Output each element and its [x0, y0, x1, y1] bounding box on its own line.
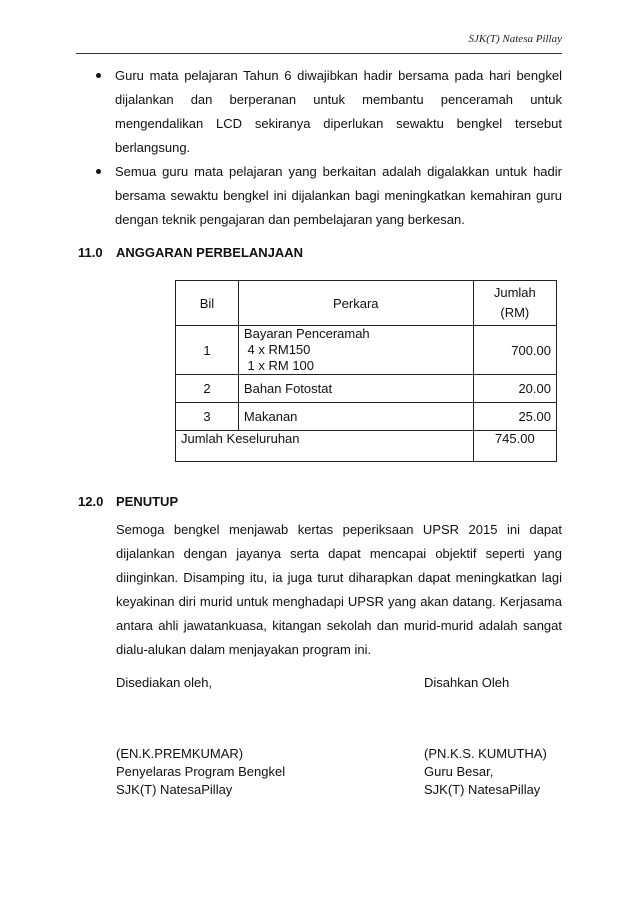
table-total-row: [176, 431, 557, 462]
bullet-text: Guru mata pelajaran Tahun 6 diwajibkan hadir bersama pada hari bengkel dijalankan dan berperanan untuk membantu penceramah untuk mengendalikan LCD sekiranya diperlukan sewaktu bengkel tersebut berlangsung.: [115, 68, 562, 155]
section-11-heading: [78, 245, 303, 260]
section-title: PENUTUP: [116, 494, 179, 509]
cell-bil: 1: [176, 326, 239, 375]
approved-position: Guru Besar,: [424, 764, 494, 779]
header-perkara: Perkara: [238, 281, 473, 326]
prepared-name: (EN.K.PREMKUMAR): [116, 746, 244, 761]
approved-signature-block: [424, 745, 547, 799]
bullet-item: [78, 160, 562, 232]
bullet-text: Semua guru mata pelajaran yang berkaitan adalah digalakkan untuk hadir bersama sewaktu bengkel ini dijalankan bagi meningkatkan kemahiran guru dengan teknik pengajaran dan pembelajaran yang berkesan.: [115, 164, 562, 227]
section-12-heading: [78, 494, 178, 509]
bullet-list: [78, 64, 562, 232]
header-jumlah-line2: (RM): [500, 305, 530, 320]
header-divider: [76, 53, 562, 54]
cell-jumlah: 700.00: [473, 326, 556, 375]
header-title: SJK(T) Natesa Pillay: [468, 33, 562, 45]
section-number: 12.0: [78, 494, 104, 509]
closing-paragraph: Semoga bengkel menjawab kertas peperiksaan UPSR 2015 ini dapat dijalankan dengan jayanya serta dapat mencapai objektif seperti yang diinginkan. Disamping itu, ia juga turut diharapkan dapat meningkatkan lagi keyakinan diri murid untuk menghadapi UPSR yang akan datang. Kerjasama antara ahli jawatankuasa, kitangan sekolah dan murid-murid adalah sangat dialu-alukan dalam menjayakan program ini.: [116, 522, 562, 657]
cell-perkara: Bahan Fotostat: [238, 375, 473, 403]
cell-perkara: Makanan: [238, 403, 473, 431]
prepared-school: SJK(T) NatesaPillay: [116, 782, 233, 797]
prepared-position: Penyelaras Program Bengkel: [116, 764, 286, 779]
header-jumlah: [473, 281, 556, 326]
header-jumlah-line1: Jumlah: [493, 285, 536, 300]
cell-bil: 3: [176, 403, 239, 431]
cell-jumlah: 20.00: [473, 375, 556, 403]
bullet-icon: [96, 73, 101, 78]
budget-table: [175, 280, 557, 462]
bullet-item: [78, 64, 562, 160]
cell-jumlah: 25.00: [473, 403, 556, 431]
total-label: Jumlah Keseluruhan: [176, 431, 474, 462]
approved-name: (PN.K.S. KUMUTHA): [424, 746, 547, 761]
approved-by-label: Disahkan Oleh: [424, 675, 510, 690]
perkara-line: 4 x RM150: [243, 342, 311, 357]
table-header-row: [176, 281, 557, 326]
bullet-icon: [96, 169, 101, 174]
total-value: 745.00: [473, 431, 556, 462]
cell-perkara: [238, 326, 473, 375]
section-title: ANGGARAN PERBELANJAAN: [116, 245, 304, 260]
perkara-line: Bayaran Penceramah: [243, 326, 370, 341]
section-number: 11.0: [78, 245, 103, 260]
prepared-by-label: Disediakan oleh,: [116, 675, 213, 690]
header-bil: Bil: [176, 281, 239, 326]
approved-school: SJK(T) NatesaPillay: [424, 782, 541, 797]
table-row: [176, 326, 557, 375]
table-row: [176, 403, 557, 431]
table-row: [176, 375, 557, 403]
prepared-signature-block: [116, 745, 285, 799]
perkara-line: 1 x RM 100: [243, 358, 315, 373]
cell-bil: 2: [176, 375, 239, 403]
